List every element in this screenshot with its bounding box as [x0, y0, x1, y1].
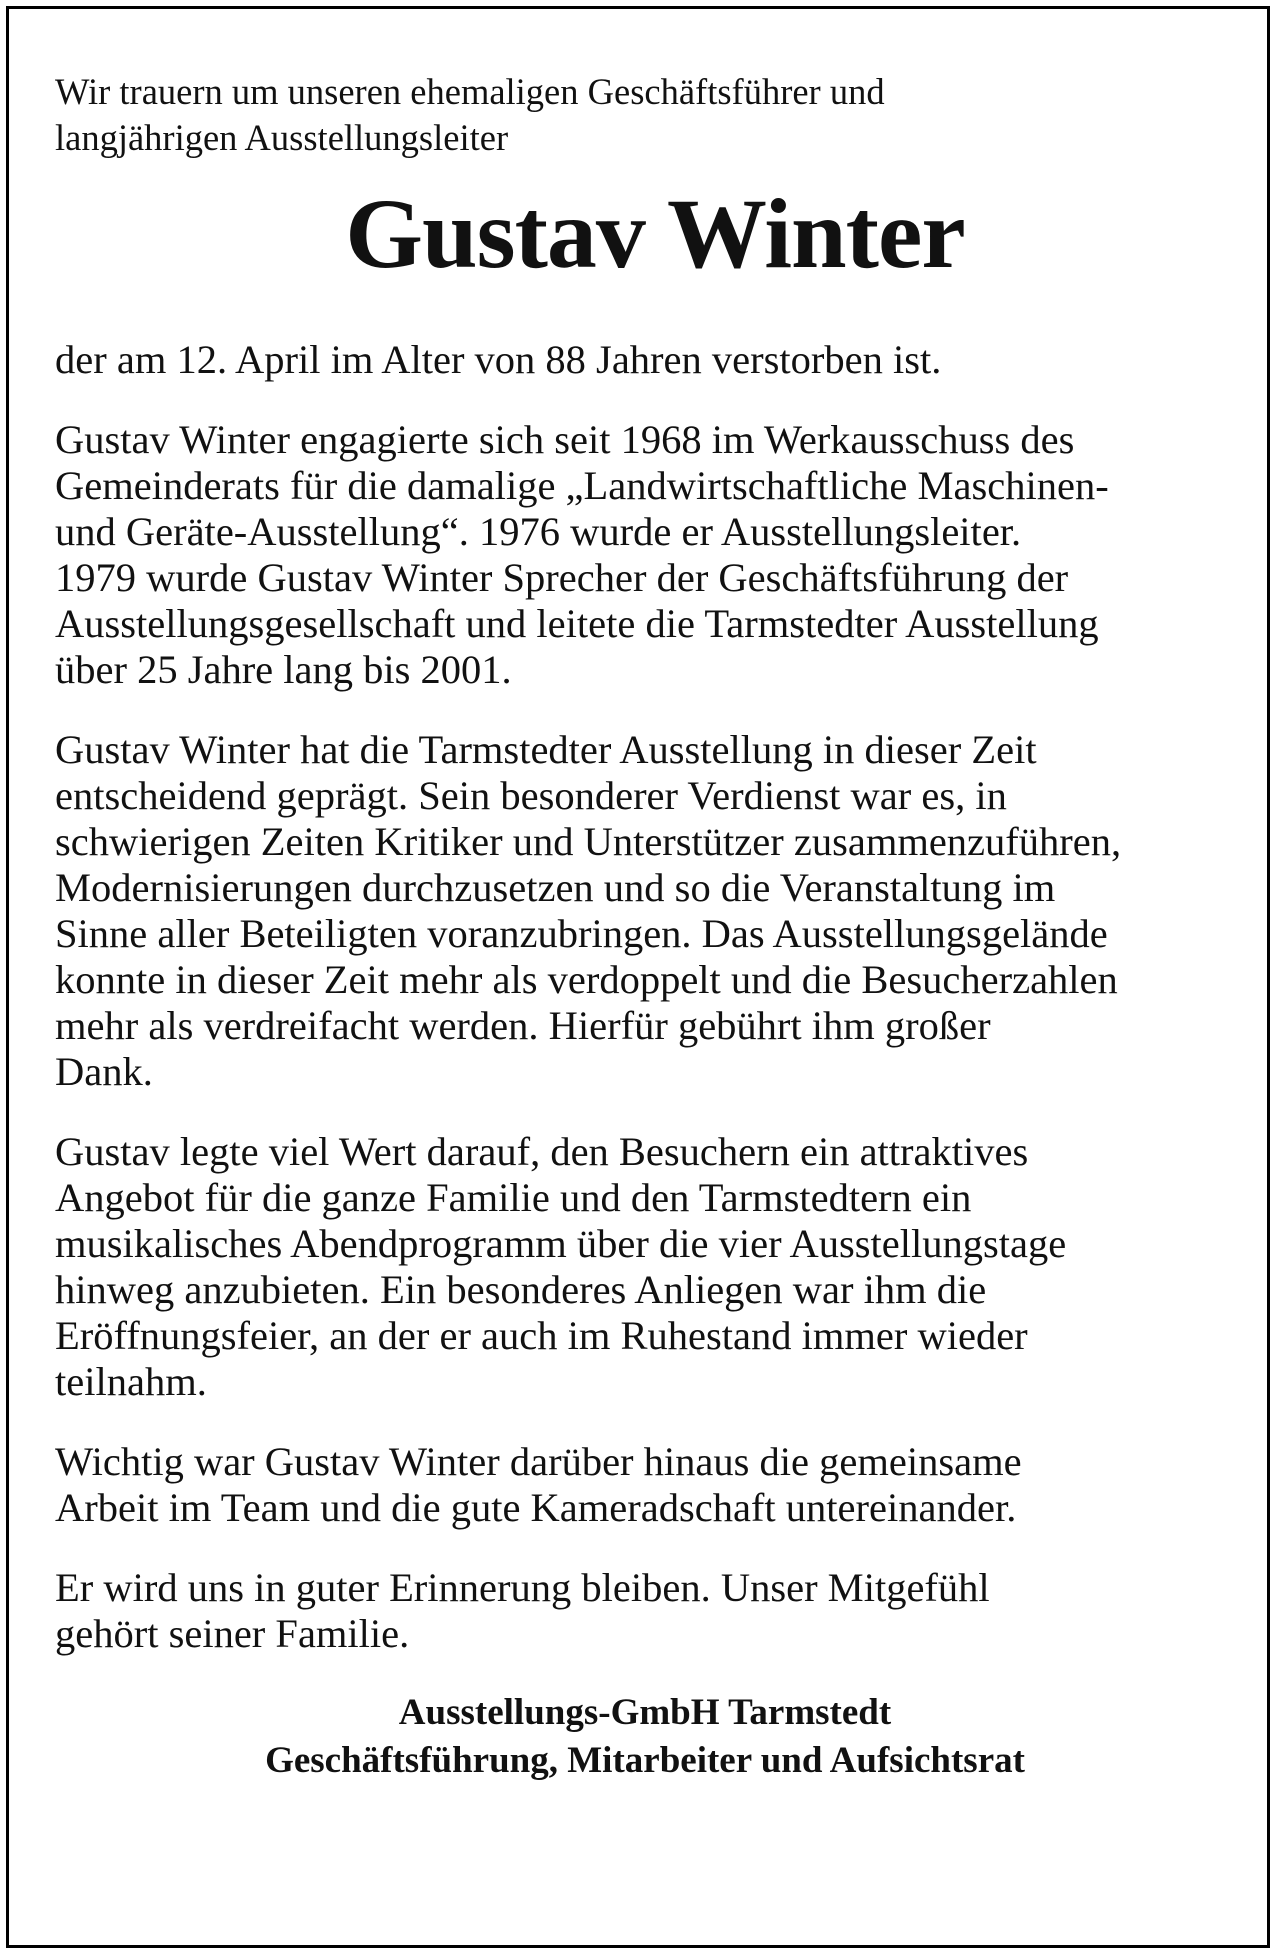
text-line: über 25 Jahre lang bis 2001. [55, 647, 512, 692]
text-line: Wichtig war Gustav Winter darüber hinaus die gemeinsame [55, 1439, 1022, 1484]
text-line: Eröffnungsfeier, an der er auch im Ruhestand immer wieder [55, 1313, 1028, 1358]
paragraph-teamwork [55, 1439, 1255, 1531]
text-line: konnte in dieser Zeit mehr als verdoppelt und die Besucherzahlen [55, 957, 1118, 1002]
paragraph-merits [55, 727, 1255, 1095]
text-line: Angebot für die ganze Familie und den Tarmstedtern ein [55, 1175, 972, 1220]
text-line: Er wird uns in guter Erinnerung bleiben. Unser Mitgefühl [55, 1565, 990, 1610]
text-line: entscheidend geprägt. Sein besonderer Verdienst war es, in [55, 773, 1007, 818]
text-line: Dank. [55, 1049, 153, 1094]
obituary-border-frame [6, 6, 1270, 1948]
text-line: 1979 wurde Gustav Winter Sprecher der Geschäftsführung der [55, 555, 1069, 600]
text-line: schwierigen Zeiten Kritiker und Unterstützer zusammenzuführen, [55, 819, 1122, 864]
text-line: Gemeinderats für die damalige „Landwirtschaftliche Maschinen- [55, 463, 1109, 508]
obituary-content [55, 69, 1255, 1785]
intro-line: langjährigen Ausstellungsleiter [55, 117, 509, 158]
paragraph-career [55, 417, 1255, 693]
text-line: Arbeit im Team und die gute Kameradschaft untereinander. [55, 1485, 1017, 1530]
signature-members: Geschäftsführung, Mitarbeiter und Aufsichtsrat [265, 1740, 1025, 1781]
text-line: musikalisches Abendprogramm über die vier Ausstellungstage [55, 1221, 1067, 1266]
intro-text [55, 69, 1255, 161]
text-line: mehr als verdreifacht werden. Hierfür gebührt ihm großer [55, 1003, 991, 1048]
text-line: Ausstellungsgesellschaft und leitete die Tarmstedter Ausstellung [55, 601, 1099, 646]
paragraph-program [55, 1129, 1255, 1405]
intro-line: Wir trauern um unseren ehemaligen Geschäftsführer und [55, 71, 885, 112]
signature-organization: Ausstellungs-GmbH Tarmstedt [398, 1692, 892, 1733]
text-line: der am 12. April im Alter von 88 Jahren verstorben ist. [55, 337, 942, 382]
text-line: und Geräte-Ausstellung“. 1976 wurde er Ausstellungsleiter. [55, 509, 1022, 554]
text-line: Gustav Winter engagierte sich seit 1968 im Werkausschuss des [55, 417, 1075, 462]
paragraph-death-notice [55, 337, 1255, 383]
signature-block [55, 1689, 1235, 1785]
text-line: Gustav Winter hat die Tarmstedter Ausstellung in dieser Zeit [55, 727, 1037, 772]
paragraph-condolence [55, 1565, 1255, 1657]
text-line: gehört seiner Familie. [55, 1611, 410, 1656]
text-line: teilnahm. [55, 1359, 207, 1404]
text-line: Sinne aller Beteiligten voranzubringen. Das Ausstellungsgelände [55, 911, 1108, 956]
text-line: Modernisierungen durchzusetzen und so die Veranstaltung im [55, 865, 1056, 910]
text-line: Gustav legte viel Wert darauf, den Besuchern ein attraktives [55, 1129, 1029, 1174]
deceased-name: Gustav Winter [345, 178, 965, 289]
text-line: hinweg anzubieten. Ein besonderes Anliegen war ihm die [55, 1267, 987, 1312]
